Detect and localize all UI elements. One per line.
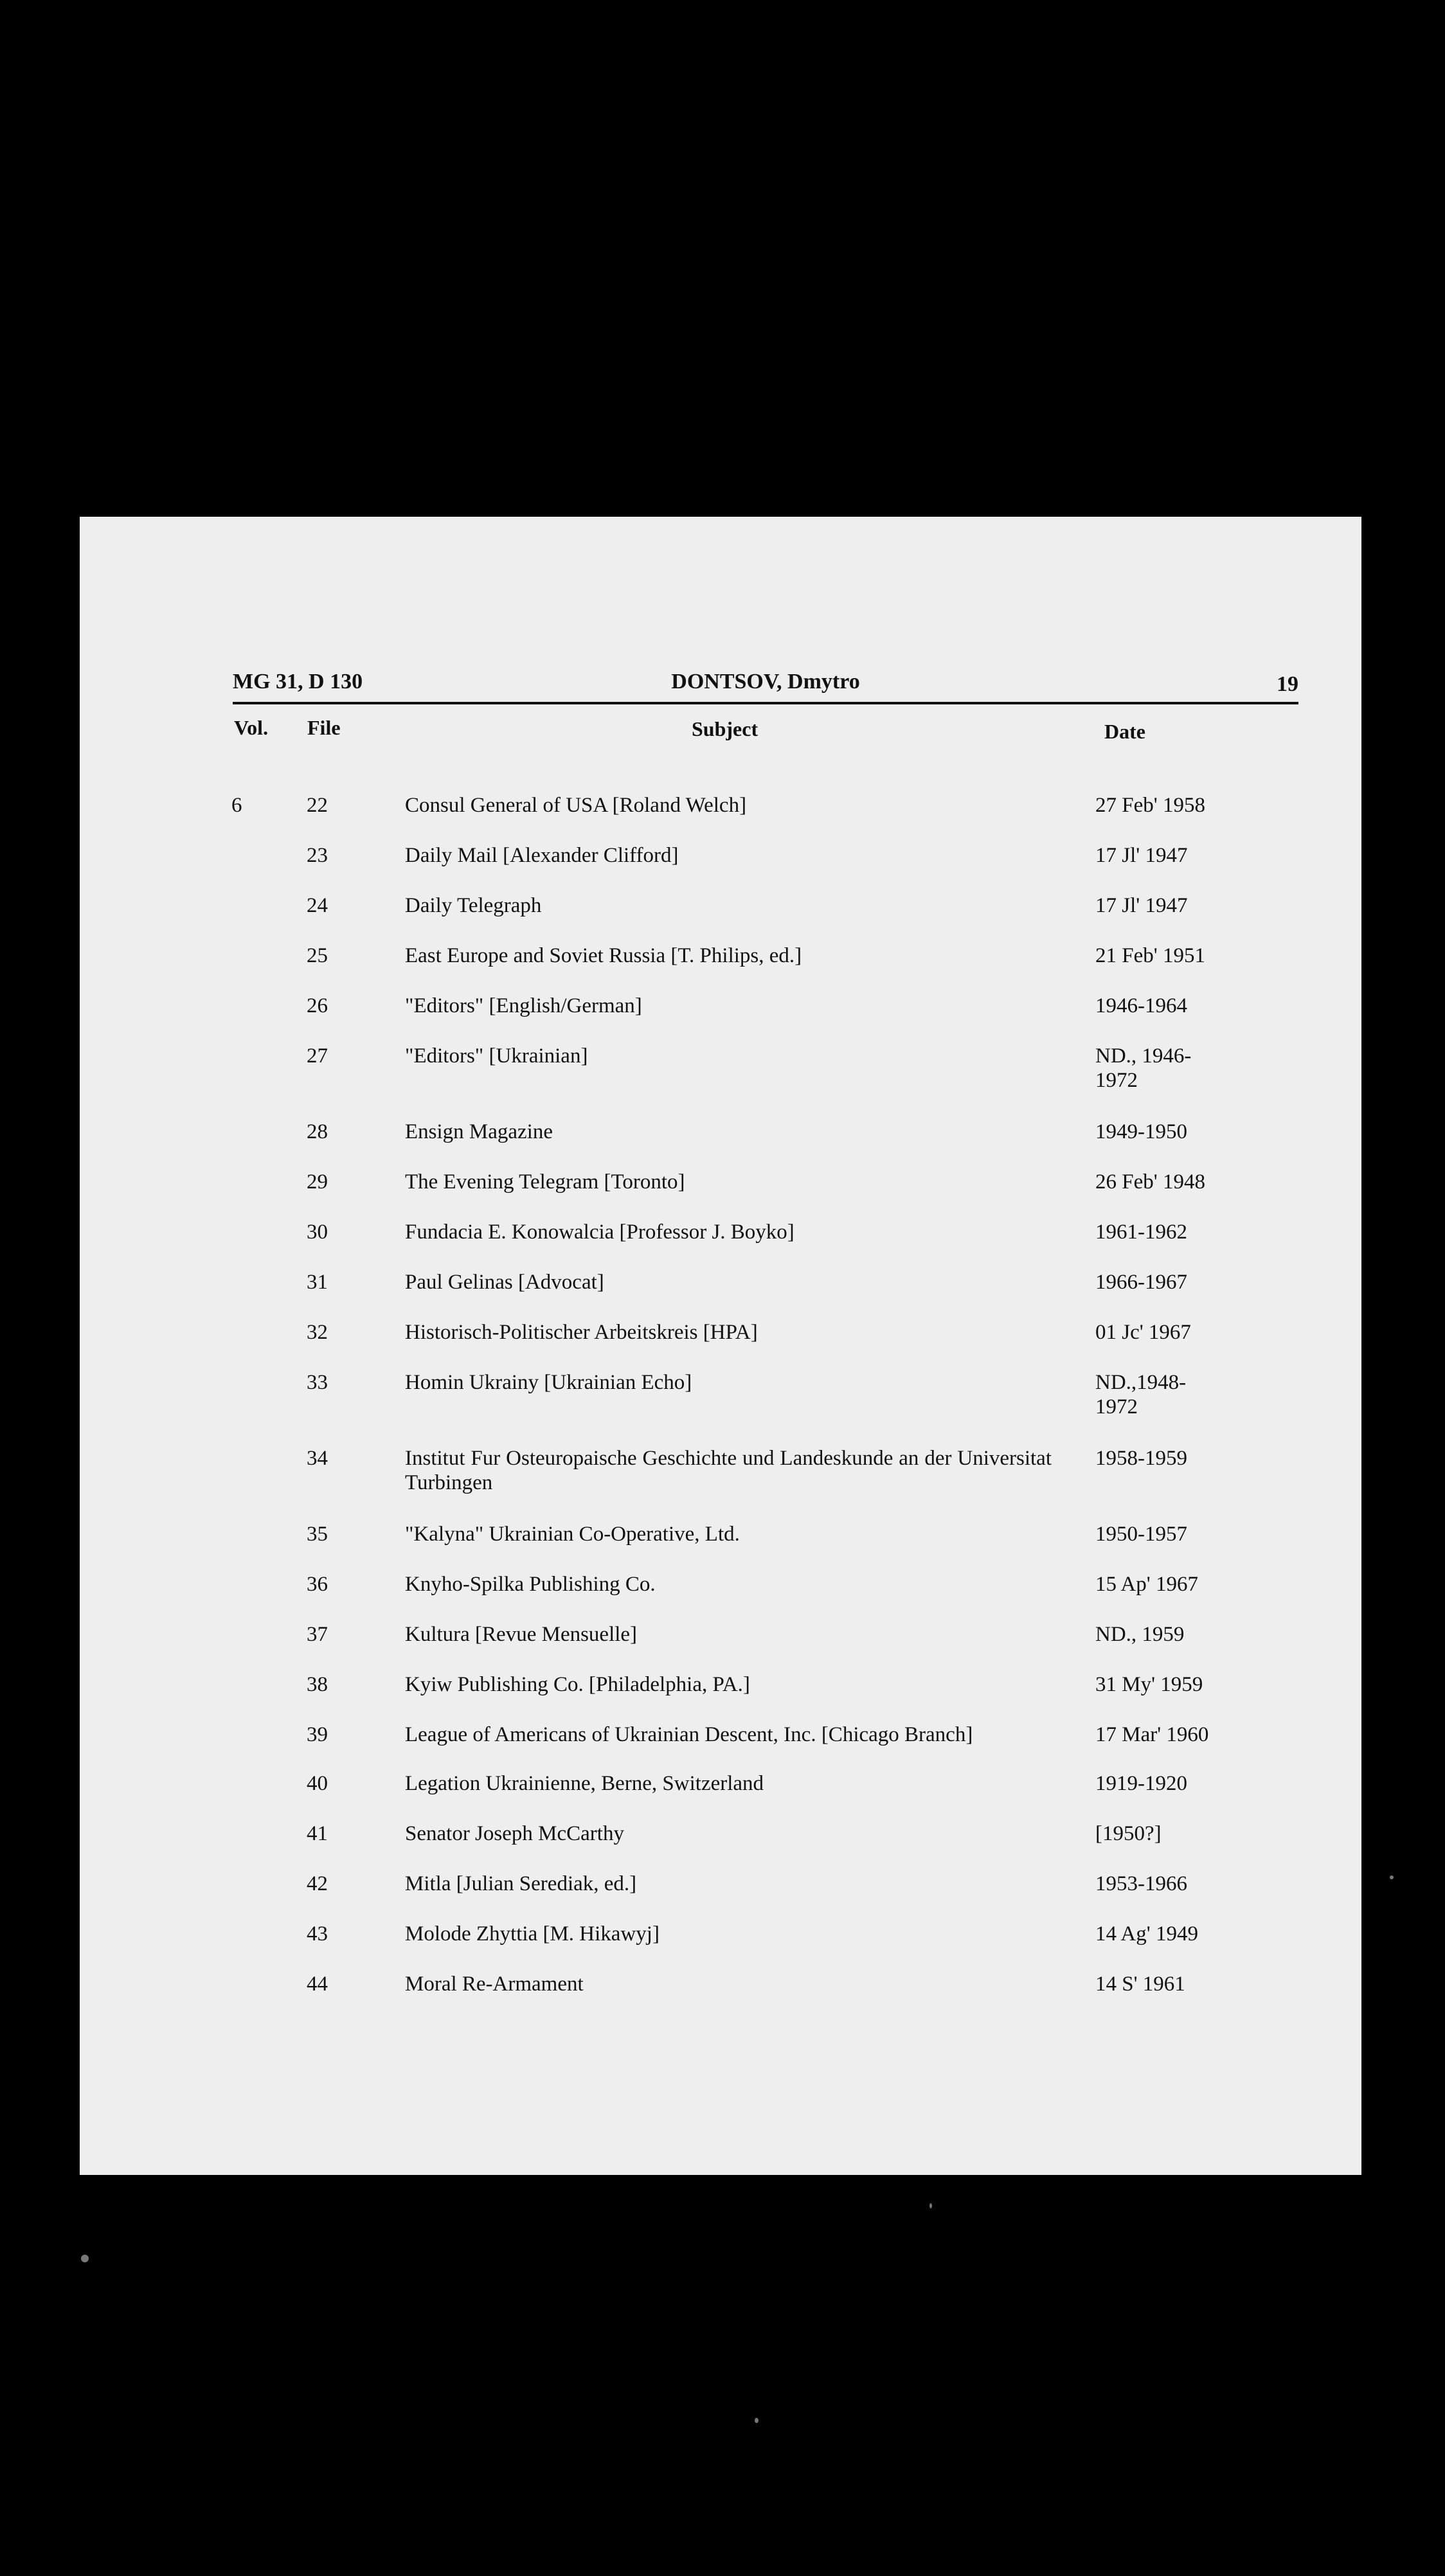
subject-cell: East Europe and Soviet Russia [T. Philips, ed.] <box>405 944 802 967</box>
subject-cell: Moral Re-Armament <box>405 1972 584 1996</box>
subject-cell: The Evening Telegram [Toronto] <box>405 1170 685 1194</box>
subject-cell: Institut Fur Osteuropaische Geschichte und Landeskunde an der Universitat Turbingen <box>405 1447 1052 1494</box>
date-cell: 17 Jl' 1947 <box>1095 894 1188 917</box>
file-number-cell: 29 <box>307 1170 328 1194</box>
file-number-cell: 41 <box>307 1822 328 1845</box>
subject-cell: Legation Ukrainienne, Berne, Switzerland <box>405 1772 764 1795</box>
date-cell: 1949-1950 <box>1095 1120 1187 1143</box>
date-cell: 31 My' 1959 <box>1095 1673 1203 1696</box>
subject-cell: Consul General of USA [Roland Welch] <box>405 794 747 817</box>
document-page <box>80 517 1361 2175</box>
subject-cell: Kultura [Revue Mensuelle] <box>405 1623 638 1646</box>
reference-code: MG 31, D 130 <box>233 670 363 693</box>
subject-cell: Mitla [Julian Serediak, ed.] <box>405 1872 637 1895</box>
column-header-file: File <box>307 716 341 739</box>
subject-cell: "Editors" [English/German] <box>405 994 642 1017</box>
date-cell: 01 Jc' 1967 <box>1095 1321 1191 1344</box>
date-cell: 1958-1959 <box>1095 1447 1187 1470</box>
document-title: DONTSOV, Dmytro <box>671 670 860 693</box>
date-cell: ND.,1948-1972 <box>1095 1371 1187 1418</box>
column-header-date: Date <box>1104 720 1145 743</box>
file-number-cell: 30 <box>307 1221 328 1244</box>
scan-speck <box>81 2255 89 2262</box>
file-number-cell: 44 <box>307 1972 328 1996</box>
file-number-cell: 26 <box>307 994 328 1017</box>
file-number-cell: 34 <box>307 1447 328 1470</box>
subject-cell: Senator Joseph McCarthy <box>405 1822 624 1845</box>
file-number-cell: 27 <box>307 1044 328 1068</box>
date-cell: 27 Feb' 1958 <box>1095 794 1205 817</box>
file-number-cell: 33 <box>307 1371 328 1394</box>
date-cell: [1950?] <box>1095 1822 1162 1845</box>
subject-cell: Fundacia E. Konowalcia [Professor J. Boyko] <box>405 1221 794 1244</box>
file-number-cell: 25 <box>307 944 328 967</box>
file-number-cell: 24 <box>307 894 328 917</box>
file-number-cell: 38 <box>307 1673 328 1696</box>
subject-cell: Ensign Magazine <box>405 1120 553 1143</box>
date-cell: 1950-1957 <box>1095 1523 1187 1546</box>
date-cell: 14 S' 1961 <box>1095 1972 1185 1996</box>
file-number-cell: 32 <box>307 1321 328 1344</box>
subject-cell: Homin Ukrainy [Ukrainian Echo] <box>405 1371 692 1394</box>
date-cell: 1919-1920 <box>1095 1772 1187 1795</box>
date-cell: 15 Ap' 1967 <box>1095 1573 1198 1596</box>
date-cell: 1961-1962 <box>1095 1221 1187 1244</box>
page-header <box>233 663 1298 704</box>
date-cell: ND., 1959 <box>1095 1623 1185 1646</box>
file-number-cell: 40 <box>307 1772 328 1795</box>
subject-cell: Historisch-Politischer Arbeitskreis [HPA] <box>405 1321 758 1344</box>
file-number-cell: 28 <box>307 1120 328 1143</box>
scan-speck <box>755 2418 758 2423</box>
file-number-cell: 43 <box>307 1922 328 1945</box>
file-number-cell: 36 <box>307 1573 328 1596</box>
date-cell: 21 Feb' 1951 <box>1095 944 1205 967</box>
vol-cell: 6 <box>231 794 242 817</box>
file-number-cell: 22 <box>307 794 328 817</box>
file-number-cell: 42 <box>307 1872 328 1895</box>
subject-cell: Daily Telegraph <box>405 894 542 917</box>
subject-cell: "Editors" [Ukrainian] <box>405 1044 588 1068</box>
subject-cell: League of Americans of Ukrainian Descent, Inc. [Chicago Branch] <box>405 1723 973 1746</box>
scan-speck <box>1390 1875 1394 1879</box>
file-number-cell: 31 <box>307 1271 328 1294</box>
file-number-cell: 35 <box>307 1523 328 1546</box>
date-cell: 26 Feb' 1948 <box>1095 1170 1205 1194</box>
date-cell: 17 Jl' 1947 <box>1095 844 1188 867</box>
file-number-cell: 39 <box>307 1723 328 1746</box>
file-number-cell: 37 <box>307 1623 328 1646</box>
date-cell: 1953-1966 <box>1095 1872 1187 1895</box>
column-header-subject: Subject <box>692 717 758 740</box>
subject-cell: Molode Zhyttia [M. Hikawyj] <box>405 1922 660 1945</box>
subject-cell: Kyiw Publishing Co. [Philadelphia, PA.] <box>405 1673 750 1696</box>
date-cell: 1966-1967 <box>1095 1271 1187 1294</box>
date-cell: 1946-1964 <box>1095 994 1187 1017</box>
date-cell: ND., 1946-1972 <box>1095 1044 1192 1092</box>
date-cell: 17 Mar' 1960 <box>1095 1723 1209 1746</box>
subject-cell: "Kalyna" Ukrainian Co-Operative, Ltd. <box>405 1523 740 1546</box>
subject-cell: Daily Mail [Alexander Clifford] <box>405 844 679 867</box>
subject-cell: Paul Gelinas [Advocat] <box>405 1271 604 1294</box>
column-header-vol: Vol. <box>234 716 269 739</box>
subject-cell: Knyho-Spilka Publishing Co. <box>405 1573 656 1596</box>
date-cell: 14 Ag' 1949 <box>1095 1922 1198 1945</box>
scan-speck <box>929 2203 932 2208</box>
file-number-cell: 23 <box>307 844 328 867</box>
page-number: 19 <box>1277 672 1298 696</box>
